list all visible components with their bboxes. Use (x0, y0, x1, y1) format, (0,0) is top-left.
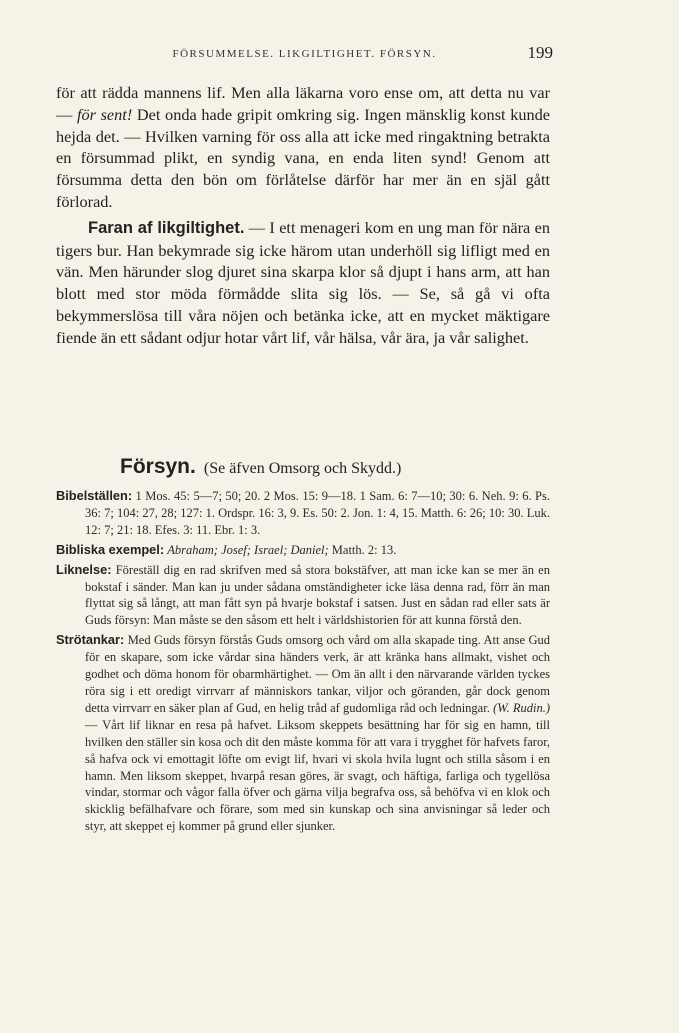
section-body (56, 488, 550, 838)
scattered-thoughts-text: Med Guds försyn förstås Guds omsorg och vård om alla skapade ting. Att anse Gud för en skapare, som icke vårdar sina händers verk, är att kränka hans allmakt, vishet och godhet och döma honom för obarmhärtighet. — Om än allt i den närvarande världen tyckes röra sig i ett oredigt virrvarr af människors tankar, viljor och göranden, går dock genom detta virrvarr en säker plan af Gud, en helig tråd af gudomliga råd och ledningar. (85, 633, 550, 715)
paragraph-text: — I ett menageri kom en ung man för nära en tigers bur. Han bekymrade sig icke härom utan underhöll sig lifligt med en vän. Men härunder slog djuret sina skarpa klor så djupt i hans arm, att han blott med stor möda förmådde slita sig lös. — Se, så gå vi ofta bekymmerslösa till våra nöjen och betänka icke, att en mycket mäktigare fiende än ett sådant odjur hotar vårt lif, vår hälsa, vår ära, ja vår salighet. (56, 217, 551, 347)
parable-label: Liknelse: (56, 561, 112, 577)
running-header: FÖRSUMMELSE. LIKGILTIGHET. FÖRSYN. (172, 48, 437, 60)
section-heading (120, 455, 560, 479)
paragraph-text: för att rädda mannens lif. Men alla läkarna voro ense om, att detta nu var — (56, 83, 550, 124)
scattered-thoughts-text: — Vårt lif liknar en resa på hafvet. Liksom skeppets besättning har för sig en hamn, till hvilken den ställer sin kosa och dit den måste komma för att vara i trygghet för hafvets faror, så hafva ock vi emottagit löfte om evigt lif, hvari vi skola hvila lugnt och stilla såsom i en hamn. Men liksom skeppet, hvarpå resan göres, är svagt, och häftiga, farliga och tygellösa vindar, stormar och vågor falla öfver och gärna vilja begrafva oss, så behöfva vi en klok och skicklig befälhafvare och förare, som med sin kunskap och sina anvisningar så leder och styr, att skeppet ej kommer på grund eller sjunker. (85, 717, 550, 834)
paragraph-text: Det onda hade gripit omkring sig. Ingen mänsklig konst kunde hejda det. — Hvilken varning för oss alla att icke med ringaktning betrakta en försummad plikt, en syndig vana, en enda liten synd! Genom att försumma detta den bön om förlåtelse därför har mer än en själ gått förlorad. (56, 104, 551, 211)
emphasis-text: för sent! (76, 104, 133, 124)
parable-text: Föreställ dig en rad skrifven med så stora bokstäfver, att man icke kan se mer än en bokstaf i sänder. Man kan ju under sådana omständigheter icke läsa denna rad, förr än man flyttat sig så långt, att man fått syn på hvarje bokstaf i satsen. Just en sådan rad eller sats är Guds försyn: Man måste se den såsom ett helt i världshistorien för att kunna förstå den. (85, 562, 550, 628)
bible-references (56, 488, 550, 539)
biblical-examples (56, 542, 550, 559)
page-number: 199 (527, 43, 553, 62)
paragraph-indifference (56, 217, 550, 349)
paragraph-continuation (56, 82, 550, 213)
section-title: Försyn. (120, 455, 196, 478)
section-subtitle: (Se äfven Omsorg och Skydd.) (203, 460, 402, 477)
biblical-examples-ref: Matth. 2: 13. (328, 542, 397, 557)
biblical-examples-names: Abraham; Josef; Israel; Daniel; (167, 542, 329, 557)
scattered-thoughts-label: Strötankar: (56, 632, 125, 648)
author-citation: (W. Rudin.) (493, 700, 550, 715)
bible-references-label: Bibelställen: (56, 488, 133, 503)
biblical-examples-label: Bibliska exempel: (56, 541, 165, 557)
scattered-thoughts (56, 632, 550, 835)
bible-references-text: 1 Mos. 45: 5—7; 50; 20. 2 Mos. 15: 9—18. 1 Sam. 6: 7—10; 30: 6. Neh. 9: 6. Ps. 36: 7; 104: 27, 28; 127: 1. Ordspr. 16: 3, 9. Es. 50: 2. Jon. 1: 4, 15. Matth. 6: 26; 10: 30. Luk. 12: 7; 21: 18. Efes. 3: 11. Ebr. 1: 3. (85, 489, 550, 537)
main-text (56, 82, 550, 349)
parable (56, 562, 550, 630)
paragraph-heading: Faran af likgiltighet. (88, 218, 245, 237)
